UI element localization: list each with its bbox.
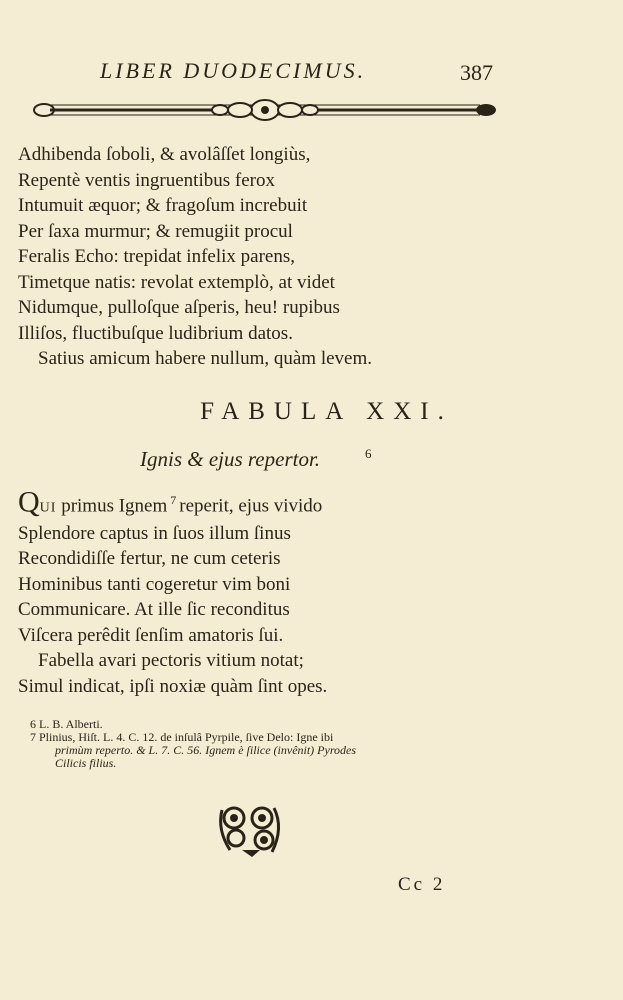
- first-line-text: reperit, ejus vivido: [179, 495, 323, 517]
- verse-line: Per ſaxa murmur; & remugiit procul: [18, 220, 293, 242]
- footnote-continuation: primùm reperto. & L. 7. C. 56. Ignem è ſilice (invênit) Pyrodes: [55, 743, 357, 757]
- moral-line: Fabella avari pectoris vitium notat;: [38, 650, 304, 672]
- fable-title: FABULA XXI.: [200, 398, 453, 425]
- verse-line: Splendore captus in ſuos illum ſinus: [18, 522, 291, 544]
- verse-line: Communicare. At ille ſic reconditus: [18, 599, 290, 621]
- verse-line: Illiſos, fluctibuſque ludibrium datos.: [18, 322, 293, 344]
- verse-line: Adhibenda ſoboli, & avolâſſet longiùs,: [18, 144, 311, 165]
- verse-line: Nidumque, pulloſque aſperis, heu! rupibus: [18, 297, 340, 318]
- verse-line: Feralis Echo: trepidat infelix parens,: [18, 246, 295, 267]
- drop-cap: Q: [18, 485, 40, 519]
- ornamental-rule: [30, 92, 500, 128]
- signature-mark: Cc 2: [398, 874, 446, 895]
- footnotes: [30, 718, 500, 770]
- verse-line: Timetque natis: revolat extemplò, at videt: [18, 271, 335, 293]
- moral-line: Satius amicum habere nullum, quàm levem.: [38, 348, 373, 369]
- first-line-text: primus Ignem: [61, 495, 168, 517]
- footnote: 6 L. B. Alberti.: [30, 717, 103, 731]
- footnote-ref: 7: [170, 493, 177, 507]
- verse-block-top: [18, 142, 438, 372]
- verse-line: Hominibus tanti cogeretur vim boni: [18, 573, 291, 595]
- small-caps: UI: [39, 500, 57, 516]
- verse-line: Simul indicat, ipſi noxiæ quàm ſint opes.: [18, 675, 328, 697]
- footnote-continuation: Cilicis filius.: [55, 756, 117, 770]
- footnote: 7 Plinius, Hiſt. L. 4. C. 12. de inſulâ Pyrpile, ſive Delo: Igne ibi: [30, 730, 334, 744]
- first-verse-line: [18, 485, 488, 521]
- verse-line: Repentè ventis ingruentibus ferox: [18, 169, 275, 191]
- running-head: LIBER DUODECIMUS.: [100, 58, 367, 83]
- verse-line: Viſcera perêdit ſenſim amatoris ſui.: [18, 624, 284, 646]
- verse-line: Recondidiſſe fertur, ne cum ceteris: [18, 548, 281, 570]
- footnote-ref: 6: [365, 446, 372, 461]
- verse-block-fable: [18, 485, 488, 699]
- fleuron-ornament: [212, 800, 287, 860]
- verse-line: Intumuit æquor; & fragoſum increbuit: [18, 195, 308, 216]
- page-number: 387: [460, 60, 493, 85]
- fable-subtitle: Ignis & ejus repertor.: [140, 447, 321, 471]
